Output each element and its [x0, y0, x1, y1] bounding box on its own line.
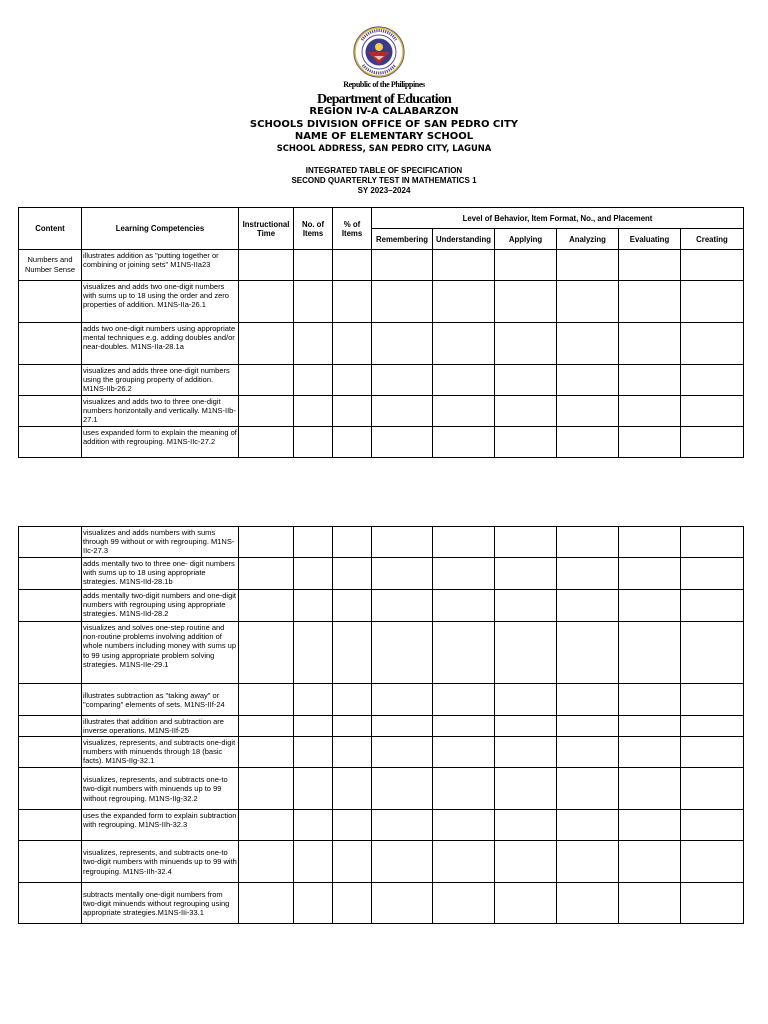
- header-analyzing: Analyzing: [557, 229, 619, 250]
- competency-cell: visualizes and adds numbers with sums through 99 without or with regrouping. M1NS-IIc-27.3: [82, 527, 239, 558]
- competency-cell: subtracts mentally one-digit numbers from two-digit minuends without regrouping using appropriate strategies.M1NS-IIi-33.1: [82, 883, 239, 924]
- header-applying: Applying: [495, 229, 557, 250]
- header-instructional-time: Instructional Time: [239, 208, 294, 250]
- competency-cell: illustrates subtraction as "taking away" or "comparing" elements of sets. M1NS-IIf-24: [82, 684, 239, 716]
- header-content: Content: [19, 208, 82, 250]
- republic-line: Republic of the Philippines: [343, 80, 425, 89]
- competency-cell: visualizes and solves one-step routine and non-routine problems involving addition of whole numbers including money with sums up to 99 using appropriate problem solving strategies. M1NS-IIe-29.1: [82, 622, 239, 684]
- competency-cell: visualizes and adds three one-digit numbers using the grouping property of addition. M1NS-IIb-26.2: [82, 365, 239, 396]
- header-understanding: Understanding: [433, 229, 495, 250]
- competency-cell: uses expanded form to explain the meaning of addition with regrouping. M1NS-IIc-27.2: [82, 427, 239, 458]
- header-remembering: Remembering: [372, 229, 433, 250]
- school-year: SY 2023–2024: [357, 186, 411, 195]
- header-learning-competencies: Learning Competencies: [82, 208, 239, 250]
- division-line: SCHOOLS DIVISION OFFICE OF SAN PEDRO CITY: [249, 119, 519, 130]
- competency-cell: visualizes and adds two one-digit numbers with sums up to 18 using the order and zero properties of addition. M1NS-IIa-26.1: [82, 281, 239, 323]
- document-title: INTEGRATED TABLE OF SPECIFICATION: [305, 166, 463, 175]
- competency-cell: visualizes, represents, and subtracts one-digit numbers with minuends through 18 (basic facts). M1NS-IIg-32.1: [82, 737, 239, 768]
- competency-cell: adds mentally two to three one- digit numbers with sums up to 18 using appropriate strategies. M1NS-IId-28.1b: [82, 558, 239, 590]
- competency-cell: uses the expanded form to explain subtraction with regrouping. M1NS-IIh-32.3: [82, 810, 239, 841]
- header-level-of-behavior: Level of Behavior, Item Format, No., and Placement: [372, 208, 744, 229]
- content-cell: Numbers and Number Sense: [19, 250, 82, 281]
- test-title: SECOND QUARTERLY TEST IN MATHEMATICS 1: [291, 176, 477, 185]
- header-percent-of-items: % of Items: [333, 208, 372, 250]
- competency-cell: visualizes, represents, and subtracts one-to two-digit numbers with minuends up to 99 with regrouping. M1NS-IIh-32.4: [82, 841, 239, 883]
- header-evaluating: Evaluating: [619, 229, 681, 250]
- deped-seal-logo: [353, 26, 405, 78]
- competency-cell: visualizes, represents, and subtracts one-to two-digit numbers with minuends up to 99 without regrouping. M1NS-IIg-32.2: [82, 768, 239, 810]
- header-creating: Creating: [681, 229, 744, 250]
- competency-cell: adds mentally two-digit numbers and one-digit numbers with regrouping using appropriate strategies. M1NS-IId-28.2: [82, 590, 239, 622]
- competency-cell: visualizes and adds two to three one-digit numbers horizontally and vertically. M1NS-IIb-27.1: [82, 396, 239, 427]
- region-line: REGION IV-A CALABARZON: [309, 106, 459, 117]
- school-name-line: NAME OF ELEMENTARY SCHOOL: [294, 131, 474, 142]
- school-address-line: SCHOOL ADDRESS, SAN PEDRO CITY, LAGUNA: [276, 143, 492, 153]
- competency-cell: illustrates addition as "putting together or combining or joining sets" M1NS-IIa23: [82, 250, 239, 281]
- specification-table-part-1: [18, 207, 744, 458]
- specification-table-part-2: [18, 526, 744, 924]
- competency-cell: adds two one-digit numbers using appropriate mental techniques e.g. adding doubles and/or near-doubles. M1NS-IIa-28.1a: [82, 323, 239, 365]
- header-no-of-items: No. of Items: [294, 208, 333, 250]
- competency-cell: illustrates that addition and subtraction are inverse operations. M1NS-IIf-25: [82, 716, 239, 737]
- department-line: Department of Education: [316, 92, 452, 107]
